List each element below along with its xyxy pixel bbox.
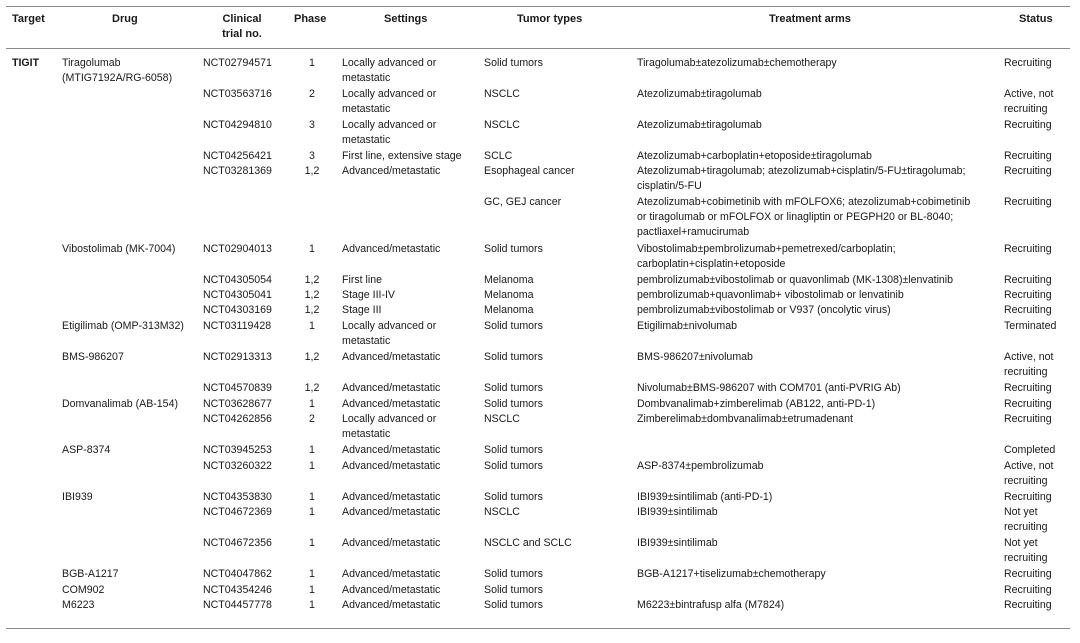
trial-number: NCT04457778 <box>203 599 272 611</box>
phase-value: 1 <box>309 320 315 332</box>
status-text: recruiting <box>1004 366 1048 378</box>
phase-value: 1 <box>309 506 315 518</box>
status-text: recruiting <box>1004 521 1048 533</box>
settings-text: Stage III <box>342 304 382 316</box>
drug-name: IBI939 <box>62 491 93 503</box>
treatment-arms: pembrolizumab±vibostolimab or V937 (oncolytic virus) <box>637 304 891 316</box>
settings-text: Advanced/metastatic <box>342 491 441 503</box>
settings-text: Advanced/metastatic <box>342 506 441 518</box>
tumor-type: NSCLC and SCLC <box>484 537 572 549</box>
drug-name: ASP-8374 <box>62 444 111 456</box>
treatment-arms: Dombvanalimab+zimberelimab (AB122, anti-PD-1) <box>637 398 876 410</box>
treatment-arms: Etigilimab±nivolumab <box>637 320 738 332</box>
treatment-arms: pembrolizumab+quavonlimab+ vibostolimab or lenvatinib <box>637 289 904 301</box>
trial-number: NCT03563716 <box>203 88 272 100</box>
trial-number: NCT04047862 <box>203 568 272 580</box>
tumor-type: Solid tumors <box>484 584 543 596</box>
trial-number: NCT04303169 <box>203 304 272 316</box>
settings-text: Advanced/metastatic <box>342 568 441 580</box>
status-text: Completed <box>1004 444 1056 456</box>
tumor-type: Solid tumors <box>484 320 543 332</box>
tumor-type: NSCLC <box>484 413 520 425</box>
treatment-arms: Vibostolimab±pembrolizumab+pemetrexed/carboplatin; <box>637 243 896 255</box>
phase-value: 1,2 <box>304 304 320 316</box>
phase-value: 1 <box>309 568 315 580</box>
status-text: Not yet <box>1004 506 1038 518</box>
phase-value: 1 <box>309 491 315 503</box>
tumor-type: Solid tumors <box>484 351 543 363</box>
phase-value: 3 <box>309 119 315 131</box>
status-text: Recruiting <box>1004 568 1052 580</box>
settings-text: First line, extensive stage <box>342 150 462 162</box>
treatment-arms: IBI939±sintilimab <box>637 537 718 549</box>
trial-number: NCT03260322 <box>203 460 272 472</box>
drug-name: Domvanalimab (AB-154) <box>62 398 178 410</box>
trial-number: NCT04672369 <box>203 506 272 518</box>
status-text: Recruiting <box>1004 413 1052 425</box>
header-settings: Settings <box>384 13 428 25</box>
drug-name: BGB-A1217 <box>62 568 119 580</box>
header-drug: Drug <box>112 13 138 25</box>
header-status: Status <box>1019 13 1053 25</box>
trial-number: NCT04262856 <box>203 413 272 425</box>
settings-text: First line <box>342 274 383 286</box>
drug-name: Tiragolumab <box>62 57 121 69</box>
drug-name: Etigilimab (OMP-313M32) <box>62 320 184 332</box>
trial-number: NCT04353830 <box>203 491 272 503</box>
tumor-type: Solid tumors <box>484 398 543 410</box>
settings-text: Advanced/metastatic <box>342 165 441 177</box>
target-label: TIGIT <box>12 57 40 69</box>
tumor-type: Solid tumors <box>484 57 543 69</box>
settings-text: Locally advanced or <box>342 57 437 69</box>
trial-number: NCT04256421 <box>203 150 272 162</box>
phase-value: 1,2 <box>304 289 320 301</box>
treatment-arms: BMS-986207±nivolumab <box>637 351 753 363</box>
tumor-type: Solid tumors <box>484 243 543 255</box>
settings-text: Stage III-IV <box>342 289 395 301</box>
status-text: Recruiting <box>1004 584 1052 596</box>
status-text: Recruiting <box>1004 57 1052 69</box>
tumor-type: Melanoma <box>484 274 534 286</box>
treatment-arms: Atezolizumab±tiragolumab <box>637 119 762 131</box>
trial-number: NCT03281369 <box>203 165 272 177</box>
trial-number: NCT03119428 <box>203 320 272 332</box>
status-text: recruiting <box>1004 552 1048 564</box>
status-text: Recruiting <box>1004 165 1052 177</box>
status-text: Recruiting <box>1004 150 1052 162</box>
status-text: Recruiting <box>1004 304 1052 316</box>
phase-value: 2 <box>309 88 315 100</box>
tumor-type: NSCLC <box>484 88 520 100</box>
settings-text: Advanced/metastatic <box>342 398 441 410</box>
trial-number: NCT02794571 <box>203 57 272 69</box>
settings-text: Advanced/metastatic <box>342 599 441 611</box>
status-text: Recruiting <box>1004 274 1052 286</box>
settings-text: metastatic <box>342 335 391 347</box>
phase-value: 1 <box>309 243 315 255</box>
treatment-arms: Nivolumab±BMS-986207 with COM701 (anti-PVRIG Ab) <box>637 382 901 394</box>
status-text: Recruiting <box>1004 382 1052 394</box>
settings-text: Advanced/metastatic <box>342 382 441 394</box>
treatment-arms: IBI939±sintilimab (anti-PD-1) <box>637 491 773 503</box>
treatment-arms: Tiragolumab±atezolizumab±chemotherapy <box>637 57 837 69</box>
phase-value: 2 <box>309 413 315 425</box>
table-top-rule <box>6 6 1070 7</box>
settings-text: Advanced/metastatic <box>342 537 441 549</box>
trial-number: NCT04294810 <box>203 119 272 131</box>
settings-text: Locally advanced or <box>342 88 437 100</box>
tumor-type: NSCLC <box>484 119 520 131</box>
status-text: Active, not <box>1004 351 1054 363</box>
tumor-type: Solid tumors <box>484 444 543 456</box>
treatment-arms: Atezolizumab±tiragolumab <box>637 88 762 100</box>
phase-value: 1 <box>309 460 315 472</box>
trial-number: NCT04672356 <box>203 537 272 549</box>
phase-value: 1 <box>309 444 315 456</box>
treatment-arms: cisplatin/5-FU <box>637 180 702 192</box>
treatment-arms: M6223±bintrafusp alfa (M7824) <box>637 599 785 611</box>
phase-value: 1 <box>309 398 315 410</box>
treatment-arms: Zimberelimab±dombvanalimab±etrumadenant <box>637 413 853 425</box>
trial-number: NCT04305054 <box>203 274 272 286</box>
status-text: Not yet <box>1004 537 1038 549</box>
settings-text: Locally advanced or <box>342 413 437 425</box>
header-target: Target <box>12 13 45 25</box>
tumor-type: GC, GEJ cancer <box>484 196 562 208</box>
treatment-arms: Atezolizumab+carboplatin+etoposide±tiragolumab <box>637 150 872 162</box>
tumor-type: Solid tumors <box>484 491 543 503</box>
settings-text: metastatic <box>342 72 391 84</box>
phase-value: 1,2 <box>304 382 320 394</box>
drug-name: BMS-986207 <box>62 351 124 363</box>
treatment-arms: or tiragolumab or mFOLFOX or linagliptin or PEGPH20 or BL-8040; <box>637 211 954 223</box>
settings-text: Advanced/metastatic <box>342 444 441 456</box>
trial-number: NCT04354246 <box>203 584 272 596</box>
table-bottom-rule <box>6 628 1070 629</box>
treatment-arms: ASP-8374±pembrolizumab <box>637 460 764 472</box>
trial-number: NCT04305041 <box>203 289 272 301</box>
trial-number: NCT04570839 <box>203 382 272 394</box>
trial-number: NCT02913313 <box>203 351 272 363</box>
treatment-arms: pactliaxel+ramucirumab <box>637 226 750 238</box>
treatment-arms: Atezolizumab+tiragolumab; atezolizumab+cisplatin/5-FU±tiragolumab; <box>637 165 966 177</box>
status-text: recruiting <box>1004 103 1048 115</box>
tumor-type: Esophageal cancer <box>484 165 575 177</box>
tumor-type: Melanoma <box>484 304 534 316</box>
treatment-arms: carboplatin+cisplatin+etoposide <box>637 258 786 270</box>
status-text: Active, not <box>1004 460 1054 472</box>
status-text: recruiting <box>1004 475 1048 487</box>
phase-value: 1,2 <box>304 351 320 363</box>
phase-value: 1 <box>309 57 315 69</box>
trial-number: NCT03945253 <box>203 444 272 456</box>
status-text: Recruiting <box>1004 491 1052 503</box>
status-text: Terminated <box>1004 320 1057 332</box>
treatment-arms: pembrolizumab±vibostolimab or quavonlimab (MK-1308)±lenvatinib <box>637 274 954 286</box>
phase-value: 1 <box>309 537 315 549</box>
settings-text: Advanced/metastatic <box>342 351 441 363</box>
drug-name: COM902 <box>62 584 105 596</box>
drug-name: Vibostolimab (MK-7004) <box>62 243 176 255</box>
status-text: Recruiting <box>1004 289 1052 301</box>
settings-text: Advanced/metastatic <box>342 243 441 255</box>
tumor-type: Solid tumors <box>484 460 543 472</box>
header-bottom-rule <box>6 48 1070 49</box>
settings-text: metastatic <box>342 428 391 440</box>
header-trial-line1: Clinical <box>222 13 262 25</box>
trial-number: NCT03628677 <box>203 398 272 410</box>
tumor-type: Solid tumors <box>484 382 543 394</box>
tumor-type: SCLC <box>484 150 513 162</box>
status-text: Recruiting <box>1004 196 1052 208</box>
status-text: Recruiting <box>1004 243 1052 255</box>
drug-name: M6223 <box>62 599 95 611</box>
tumor-type: Solid tumors <box>484 568 543 580</box>
header-treatment-arms: Treatment arms <box>769 13 851 25</box>
treatment-arms: BGB-A1217+tiselizumab±chemotherapy <box>637 568 826 580</box>
settings-text: Locally advanced or <box>342 119 437 131</box>
settings-text: metastatic <box>342 134 391 146</box>
drug-name: (MTIG7192A/RG-6058) <box>62 72 173 84</box>
tumor-type: NSCLC <box>484 506 520 518</box>
tumor-type: Solid tumors <box>484 599 543 611</box>
tumor-type: Melanoma <box>484 289 534 301</box>
header-trial-line2: trial no. <box>222 28 262 40</box>
status-text: Recruiting <box>1004 119 1052 131</box>
phase-value: 1,2 <box>304 274 320 286</box>
phase-value: 3 <box>309 150 315 162</box>
phase-value: 1,2 <box>304 165 320 177</box>
settings-text: Locally advanced or <box>342 320 437 332</box>
trial-number: NCT02904013 <box>203 243 272 255</box>
status-text: Active, not <box>1004 88 1054 100</box>
phase-value: 1 <box>309 599 315 611</box>
header-phase: Phase <box>294 13 327 25</box>
treatment-arms: IBI939±sintilimab <box>637 506 718 518</box>
settings-text: Advanced/metastatic <box>342 460 441 472</box>
status-text: Recruiting <box>1004 398 1052 410</box>
header-tumor-types: Tumor types <box>517 13 583 25</box>
phase-value: 1 <box>309 584 315 596</box>
treatment-arms: Atezolizumab+cobimetinib with mFOLFOX6; atezolizumab+cobimetinib <box>637 196 971 208</box>
settings-text: metastatic <box>342 103 391 115</box>
settings-text: Advanced/metastatic <box>342 584 441 596</box>
status-text: Recruiting <box>1004 599 1052 611</box>
